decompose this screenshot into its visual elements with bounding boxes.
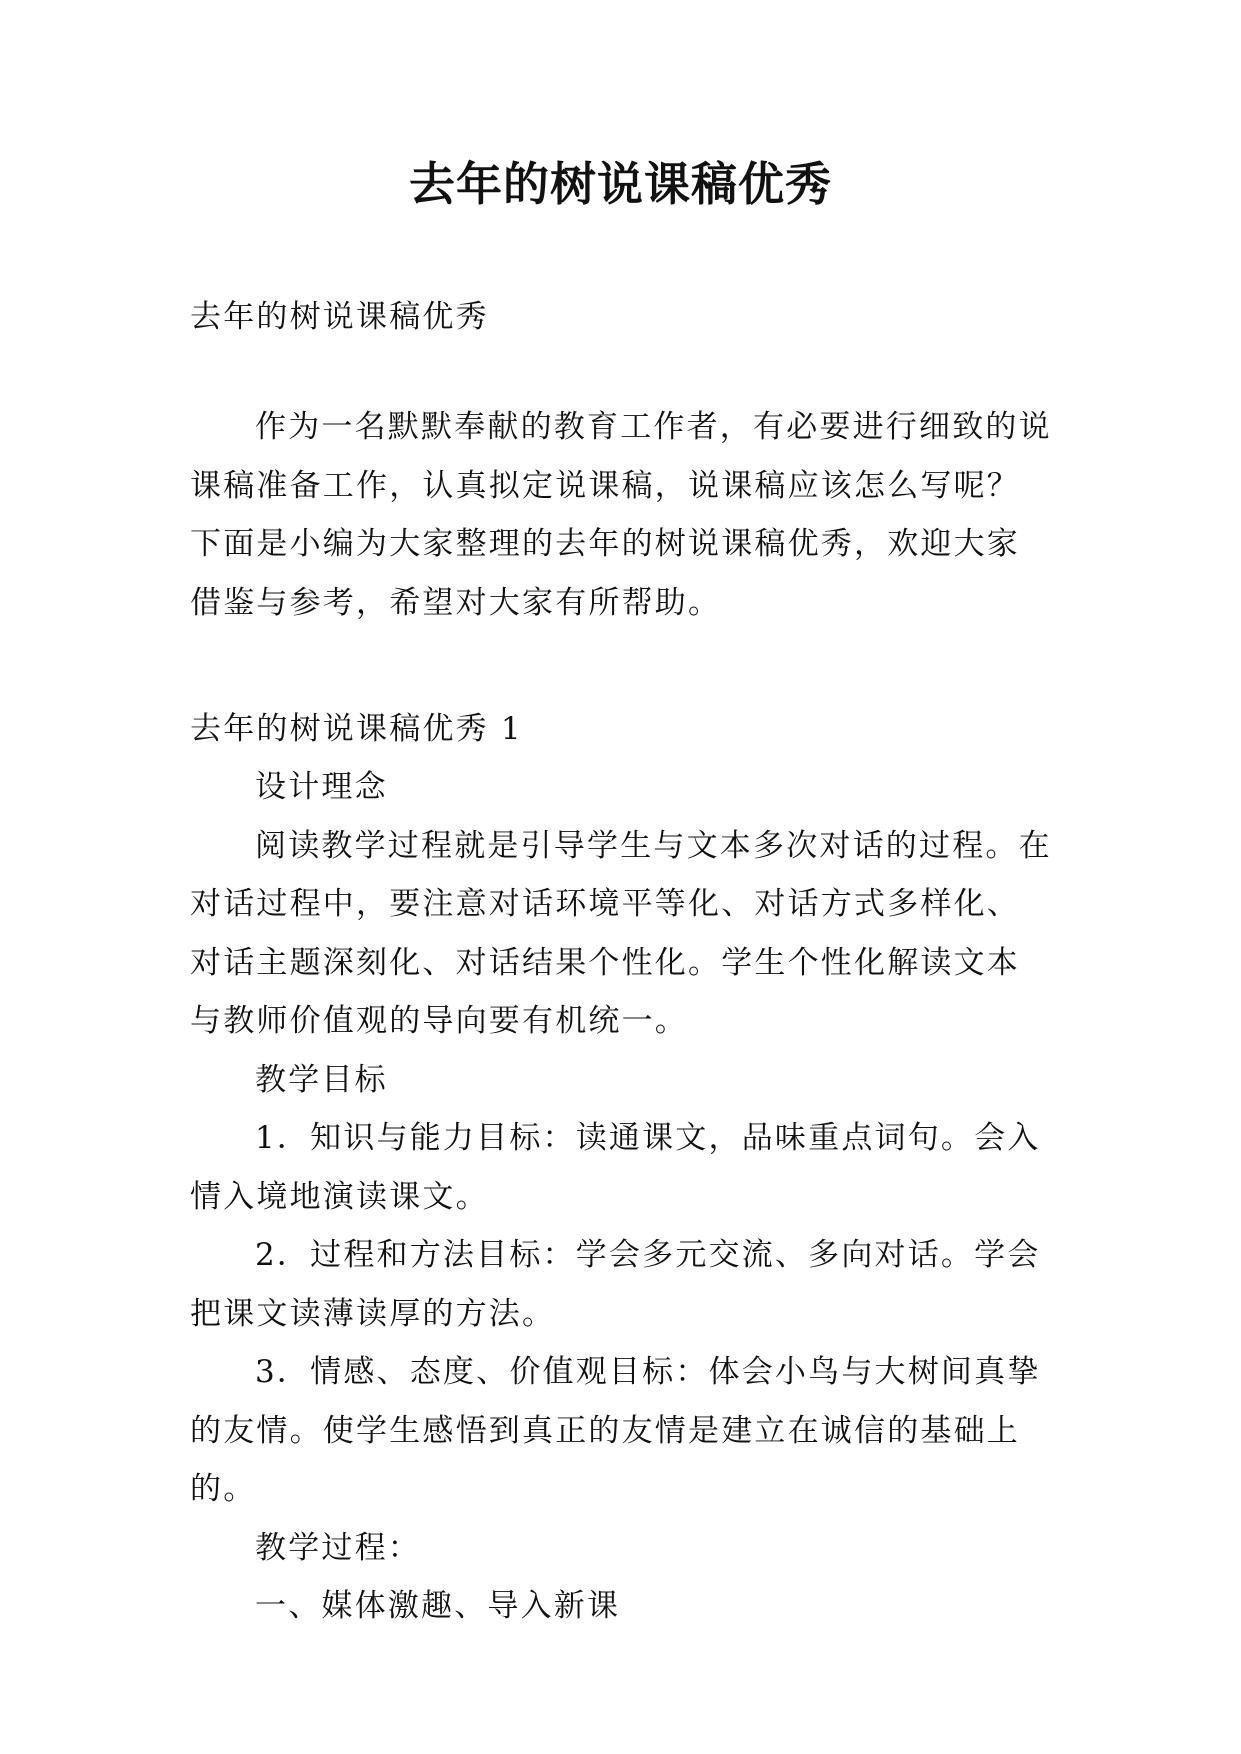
document-title: 去年的树说课稿优秀: [409, 157, 832, 211]
paragraph-goal-2: 2．过程和方法目标：学会多元交流、多向对话。学会把课文读薄读厚的方法。: [190, 1237, 1041, 1332]
paragraph-teaching-goals: 教学目标: [255, 1061, 388, 1098]
intro-paragraph: 作为一名默默奉献的教育工作者，有必要进行细致的说课稿准备工作，认真拟定说课稿，说课稿应该怎么写呢？下面是小编为大家整理的去年的树说课稿优秀，欢迎大家借鉴与参考，希望对大家有所帮助。: [190, 409, 1052, 621]
section-heading: 去年的树说课稿优秀 1: [190, 711, 523, 747]
document-subtitle: 去年的树说课稿优秀: [190, 299, 489, 335]
paragraph-design-concept: 设计理念: [255, 769, 388, 805]
paragraph-goal-1: 1．知识与能力目标：读通课文，品味重点词句。会入情入境地演读课文。: [190, 1120, 1041, 1215]
paragraph-teaching-process: 教学过程：: [255, 1529, 421, 1566]
paragraph-step-1: 一、媒体激趣、导入新课: [255, 1588, 621, 1624]
paragraph-goal-3: 3．情感、态度、价值观目标：体会小鸟与大树间真挚的友情。使学生感悟到真正的友情是建立在诚信的基础上的。: [190, 1354, 1041, 1507]
paragraph-design-concept-body: 阅读教学过程就是引导学生与文本多次对话的过程。在对话过程中，要注意对话环境平等化、对话方式多样化、对话主题深刻化、对话结果个性化。学生个性化解读文本与教师价值观的导向要有机统一。: [190, 827, 1052, 1039]
section-content: [190, 758, 1052, 1636]
